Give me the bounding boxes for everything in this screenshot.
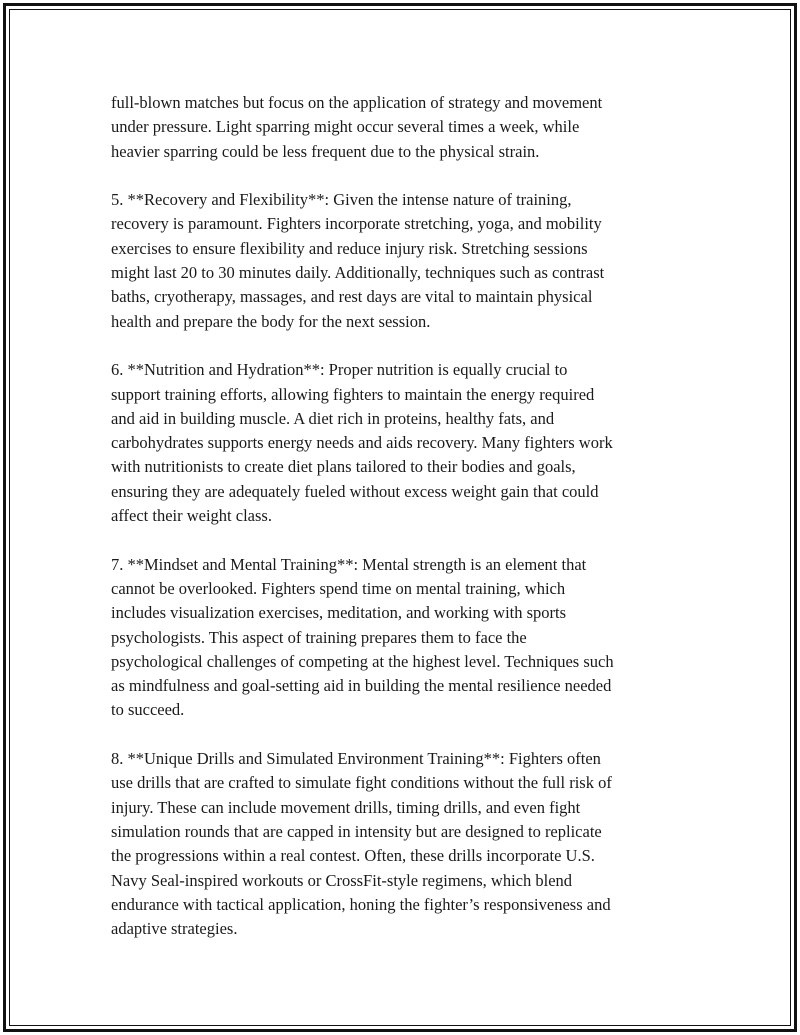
paragraph-mindset-mental-training: 7. **Mindset and Mental Training**: Mental strength is an element that cannot be overlooked. Fighters spend time on mental training, which includes visualization exercises, meditation, and working with sports psychologists. This aspect of training prepares them to face the psychological challenges of competing at the highest level. Techniques such as mindfulness and goal-setting aid in building the mental resilience needed to succeed.	[111, 554, 614, 720]
document-body	[111, 91, 686, 966]
paragraph-sparring-continuation: full-blown matches but focus on the application of strategy and movement under pressure. Light sparring might occur several times a week, while heavier sparring could be less frequent due to the physical strain.	[111, 93, 603, 161]
paragraph-recovery-flexibility: 5. **Recovery and Flexibility**: Given the intense nature of training, recovery is paramount. Fighters incorporate stretching, yoga, and mobility exercises to ensure flexibility and reduce injury risk. Stretching sessions might last 20 to 30 minutes daily. Additionally, techniques such as contrast baths, cryotherapy, massages, and rest days are vital to maintain physical health and prepare the body for the next session.	[111, 190, 605, 331]
paragraph-nutrition-hydration: 6. **Nutrition and Hydration**: Proper nutrition is equally crucial to support training efforts, allowing fighters to maintain the energy required and aid in building muscle. A diet rich in proteins, healthy fats, and carbohydrates supports energy needs and aids recovery. Many fighters work with nutritionists to create diet plans tailored to their bodies and goals, ensuring they are adequately fueled without excess weight gain that could affect their weight class.	[111, 360, 613, 526]
paragraph-unique-drills: 8. **Unique Drills and Simulated Environment Training**: Fighters often use drills that are crafted to simulate fight conditions without the full risk of injury. These can include movement drills, timing drills, and even fight simulation rounds that are capped in intensity but are designed to replicate the progressions within a real contest. Often, these drills incorporate U.S. Navy Seal-inspired workouts or CrossFit-style regimens, which blend endurance with tactical application, honing the fighter’s responsiveness and adaptive strategies.	[111, 749, 612, 939]
